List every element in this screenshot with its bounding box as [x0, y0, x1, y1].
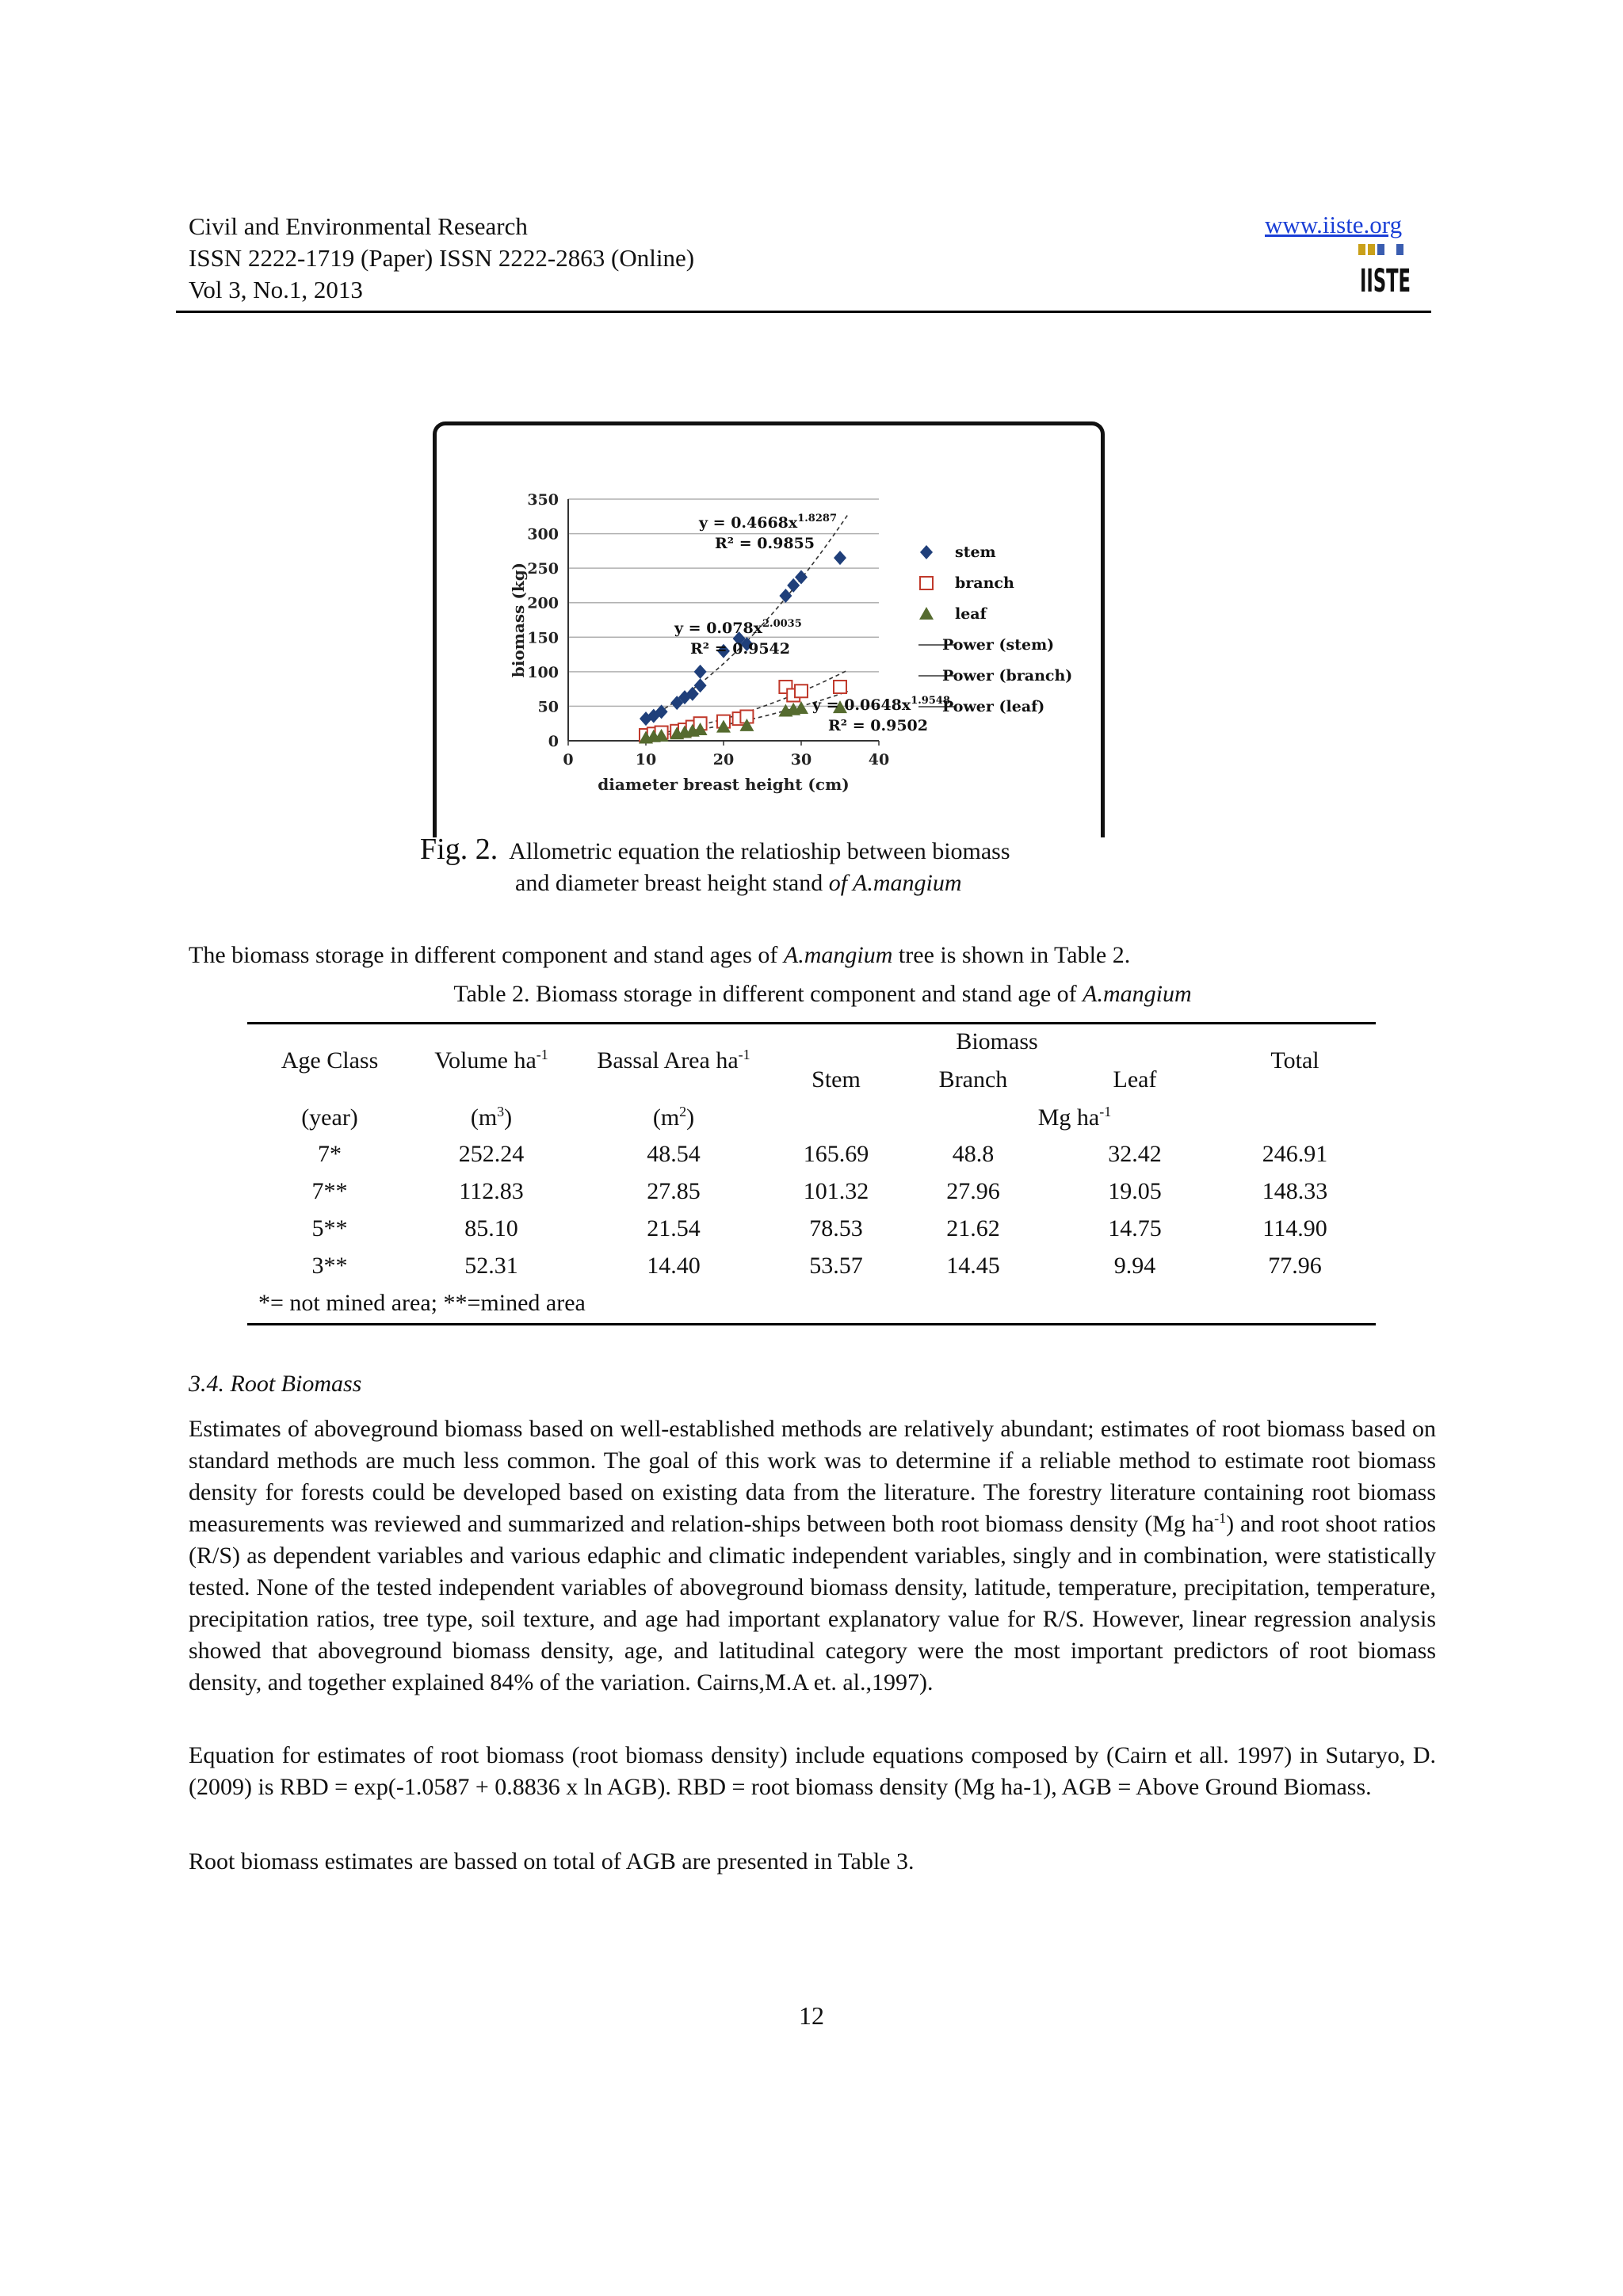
unit-volume: $(m^3)$: [470, 1104, 513, 1131]
y-tick-label: 300: [527, 525, 559, 543]
legend-label: stem: [955, 543, 996, 561]
legend-marker: [919, 607, 934, 620]
table-cell: 77.96: [1268, 1253, 1322, 1279]
table-footnote: *= not mined area; **=mined area: [258, 1290, 586, 1316]
th-biomass: Biomass: [956, 1028, 1038, 1055]
table-cell: 32.42: [1108, 1141, 1162, 1167]
y-tick-label: 100: [527, 663, 559, 681]
iiste-logo: [1357, 242, 1414, 299]
branch-point: [834, 681, 846, 693]
stem-point: [779, 589, 792, 603]
intro-paragraph: [189, 940, 1436, 971]
table-cell: 14.45: [946, 1253, 1000, 1279]
section-heading: 3.4. Root Biomass: [189, 1371, 362, 1397]
th-stem: Stem: [812, 1066, 861, 1093]
caption-species: of A.mangium: [828, 870, 962, 896]
table-cell: 27.96: [946, 1178, 1000, 1204]
header-rule: [176, 311, 1431, 313]
fit-r-squared: R² = 0.9542: [690, 640, 790, 658]
page-number: 12: [799, 2001, 824, 2030]
table-cell: 9.94: [1113, 1253, 1156, 1279]
table-cell: 101.32: [803, 1178, 869, 1204]
stem-point: [834, 551, 846, 565]
th-total: Total: [1270, 1047, 1319, 1074]
legend-label: Power (branch): [942, 667, 1073, 685]
stem-point: [694, 665, 707, 679]
legend-label: Power (leaf): [942, 698, 1045, 715]
table-cell: 21.62: [946, 1215, 1000, 1241]
y-tick-label: 150: [527, 629, 559, 647]
unit-area: $(m^2)$: [652, 1104, 695, 1131]
fit-r-squared: R² = 0.9855: [715, 535, 815, 552]
journal-volume: Vol 3, No.1, 2013: [189, 276, 363, 303]
table-caption-species: A.mangium: [1083, 981, 1192, 1007]
x-tick-label: 20: [712, 751, 735, 769]
y-tick-label: 50: [537, 698, 559, 716]
table-cell: 148.33: [1262, 1178, 1328, 1204]
journal-name: Civil and Environmental Research: [189, 212, 528, 240]
intro-text-pre: The biomass storage in different component and stand ages of: [189, 942, 784, 968]
table-cell: 53.57: [809, 1253, 863, 1279]
x-tick-label: 40: [868, 751, 890, 769]
unit-year: (year): [301, 1104, 358, 1131]
logo-text: IISTE: [1360, 263, 1411, 299]
legend-marker: [920, 545, 933, 559]
branch-point: [795, 685, 808, 697]
fit-equation: $y = 0.4668x^{1.8287}$: [699, 513, 837, 532]
y-tick-label: 200: [527, 594, 559, 612]
table-cell: 21.54: [647, 1215, 701, 1241]
table-cell: 14.75: [1108, 1215, 1162, 1241]
figure-caption: [420, 833, 1010, 899]
th-branch: Branch: [938, 1066, 1008, 1093]
table-cell: 14.40: [647, 1253, 701, 1279]
x-tick-label: 30: [790, 751, 812, 769]
th-basal-area: Bassal Area $ha^{-1}$: [597, 1047, 750, 1074]
fit-equation: $y = 0.078x^{2.0035}$: [674, 618, 802, 637]
caption-line-2: and diameter breast height stand: [515, 870, 829, 896]
y-tick-label: 250: [527, 560, 559, 578]
table-bottom-rule: [247, 1323, 1376, 1325]
y-axis-title: biomass (kg): [509, 562, 528, 678]
table-cell: 52.31: [464, 1253, 518, 1279]
table-cell: 112.83: [459, 1178, 524, 1204]
caption-line-1: Allometric equation the relatioship between biomass: [509, 838, 1010, 864]
journal-url-link[interactable]: www.iiste.org: [1265, 211, 1403, 238]
table-caption-text: Table 2. Biomass storage in different component and stand age of: [453, 981, 1083, 1007]
table-cell: 19.05: [1108, 1178, 1162, 1204]
table-cell: 7**: [311, 1178, 348, 1204]
table-cell: 165.69: [803, 1141, 869, 1167]
x-axis-title: diameter breast height (cm): [598, 775, 850, 794]
table-cell: 3**: [311, 1253, 348, 1279]
table-cell: 7*: [318, 1141, 342, 1167]
th-age-class: Age Class: [281, 1047, 379, 1074]
table-caption: [0, 981, 1623, 1008]
root-biomass-paragraph-3: Root biomass estimates are bassed on total of AGB are presented in Table 3.: [189, 1848, 915, 1875]
table-cell: 48.8: [952, 1141, 995, 1167]
table-cell: 246.91: [1262, 1141, 1328, 1167]
table-cell: 48.54: [647, 1141, 701, 1167]
table-top-rule: [247, 1022, 1376, 1024]
th-leaf: Leaf: [1113, 1066, 1157, 1093]
fit-equation: $y = 0.0648x^{1.9548}$: [812, 695, 950, 714]
journal-header: [189, 211, 694, 306]
table-cell: 5**: [311, 1215, 348, 1241]
y-tick-label: 0: [548, 733, 559, 750]
legend-label: Power (stem): [942, 636, 1055, 654]
legend-label: leaf: [955, 605, 987, 623]
legend-label: branch: [955, 574, 1014, 592]
x-tick-label: 10: [635, 751, 657, 769]
x-tick-label: 0: [563, 751, 574, 769]
intro-text-post: tree is shown in Table 2.: [892, 942, 1131, 968]
figure-number: Fig. 2.: [420, 833, 498, 866]
root-biomass-paragraph-2: Equation for estimates of root biomass (root biomass density) include equations composed by (Cairn et all. 1997) in Sutaryo, D.(2009) is RBD = exp(-1.0587 + 0.8836 x ln AGB). RBD = root biomass density (Mg ha-1), AGB = Above Ground Biomass.: [189, 1742, 1436, 1800]
unit-mass: Mg $ha^{-1}$: [1037, 1104, 1112, 1131]
table-cell: 252.24: [458, 1141, 525, 1167]
biomass-scatter-chart: [437, 425, 1094, 833]
journal-issn: ISSN 2222-1719 (Paper) ISSN 2222-2863 (Online): [189, 244, 695, 272]
y-tick-label: 350: [527, 491, 559, 509]
table-cell: 85.10: [464, 1215, 518, 1241]
root-biomass-paragraph-1: Estimates of aboveground biomass based on well-established methods are relatively abundant; estimates of root biomass based on standard methods are much less common. The goal of this work was to determine if a reliable method to estimate root biomass density for forests could be developed based on existing data from the literature. The forestry literature containing root biomass measurements was reviewed and summarized and relation-ships between both root biomass density (Mg $ha^{-1}$) and root shoot ratios (R/S) as dependent variables and various edaphic and climatic independent variables, singly and in combination, were statistically tested. None of the tested independent variables of aboveground biomass density, latitude, temperature, precipitation, temperature, precipitation ratios, tree type, soil texture, and age had important explanatory value for R/S. However, linear regression analysis showed that aboveground biomass density, age, and latitudinal category were the most important predictors of root biomass density, and together explained 84% of the variation. Cairns,M.A et. al.,1997).: [189, 1416, 1437, 1695]
intro-species: A.mangium: [783, 942, 893, 968]
fit-r-squared: R² = 0.9502: [828, 717, 928, 734]
th-volume: Volume $ha^{-1}$: [434, 1047, 548, 1074]
legend-marker: [920, 577, 933, 589]
table-cell: 114.90: [1262, 1215, 1327, 1241]
table-cell: 27.85: [647, 1178, 701, 1204]
table-cell: 78.53: [809, 1215, 863, 1241]
